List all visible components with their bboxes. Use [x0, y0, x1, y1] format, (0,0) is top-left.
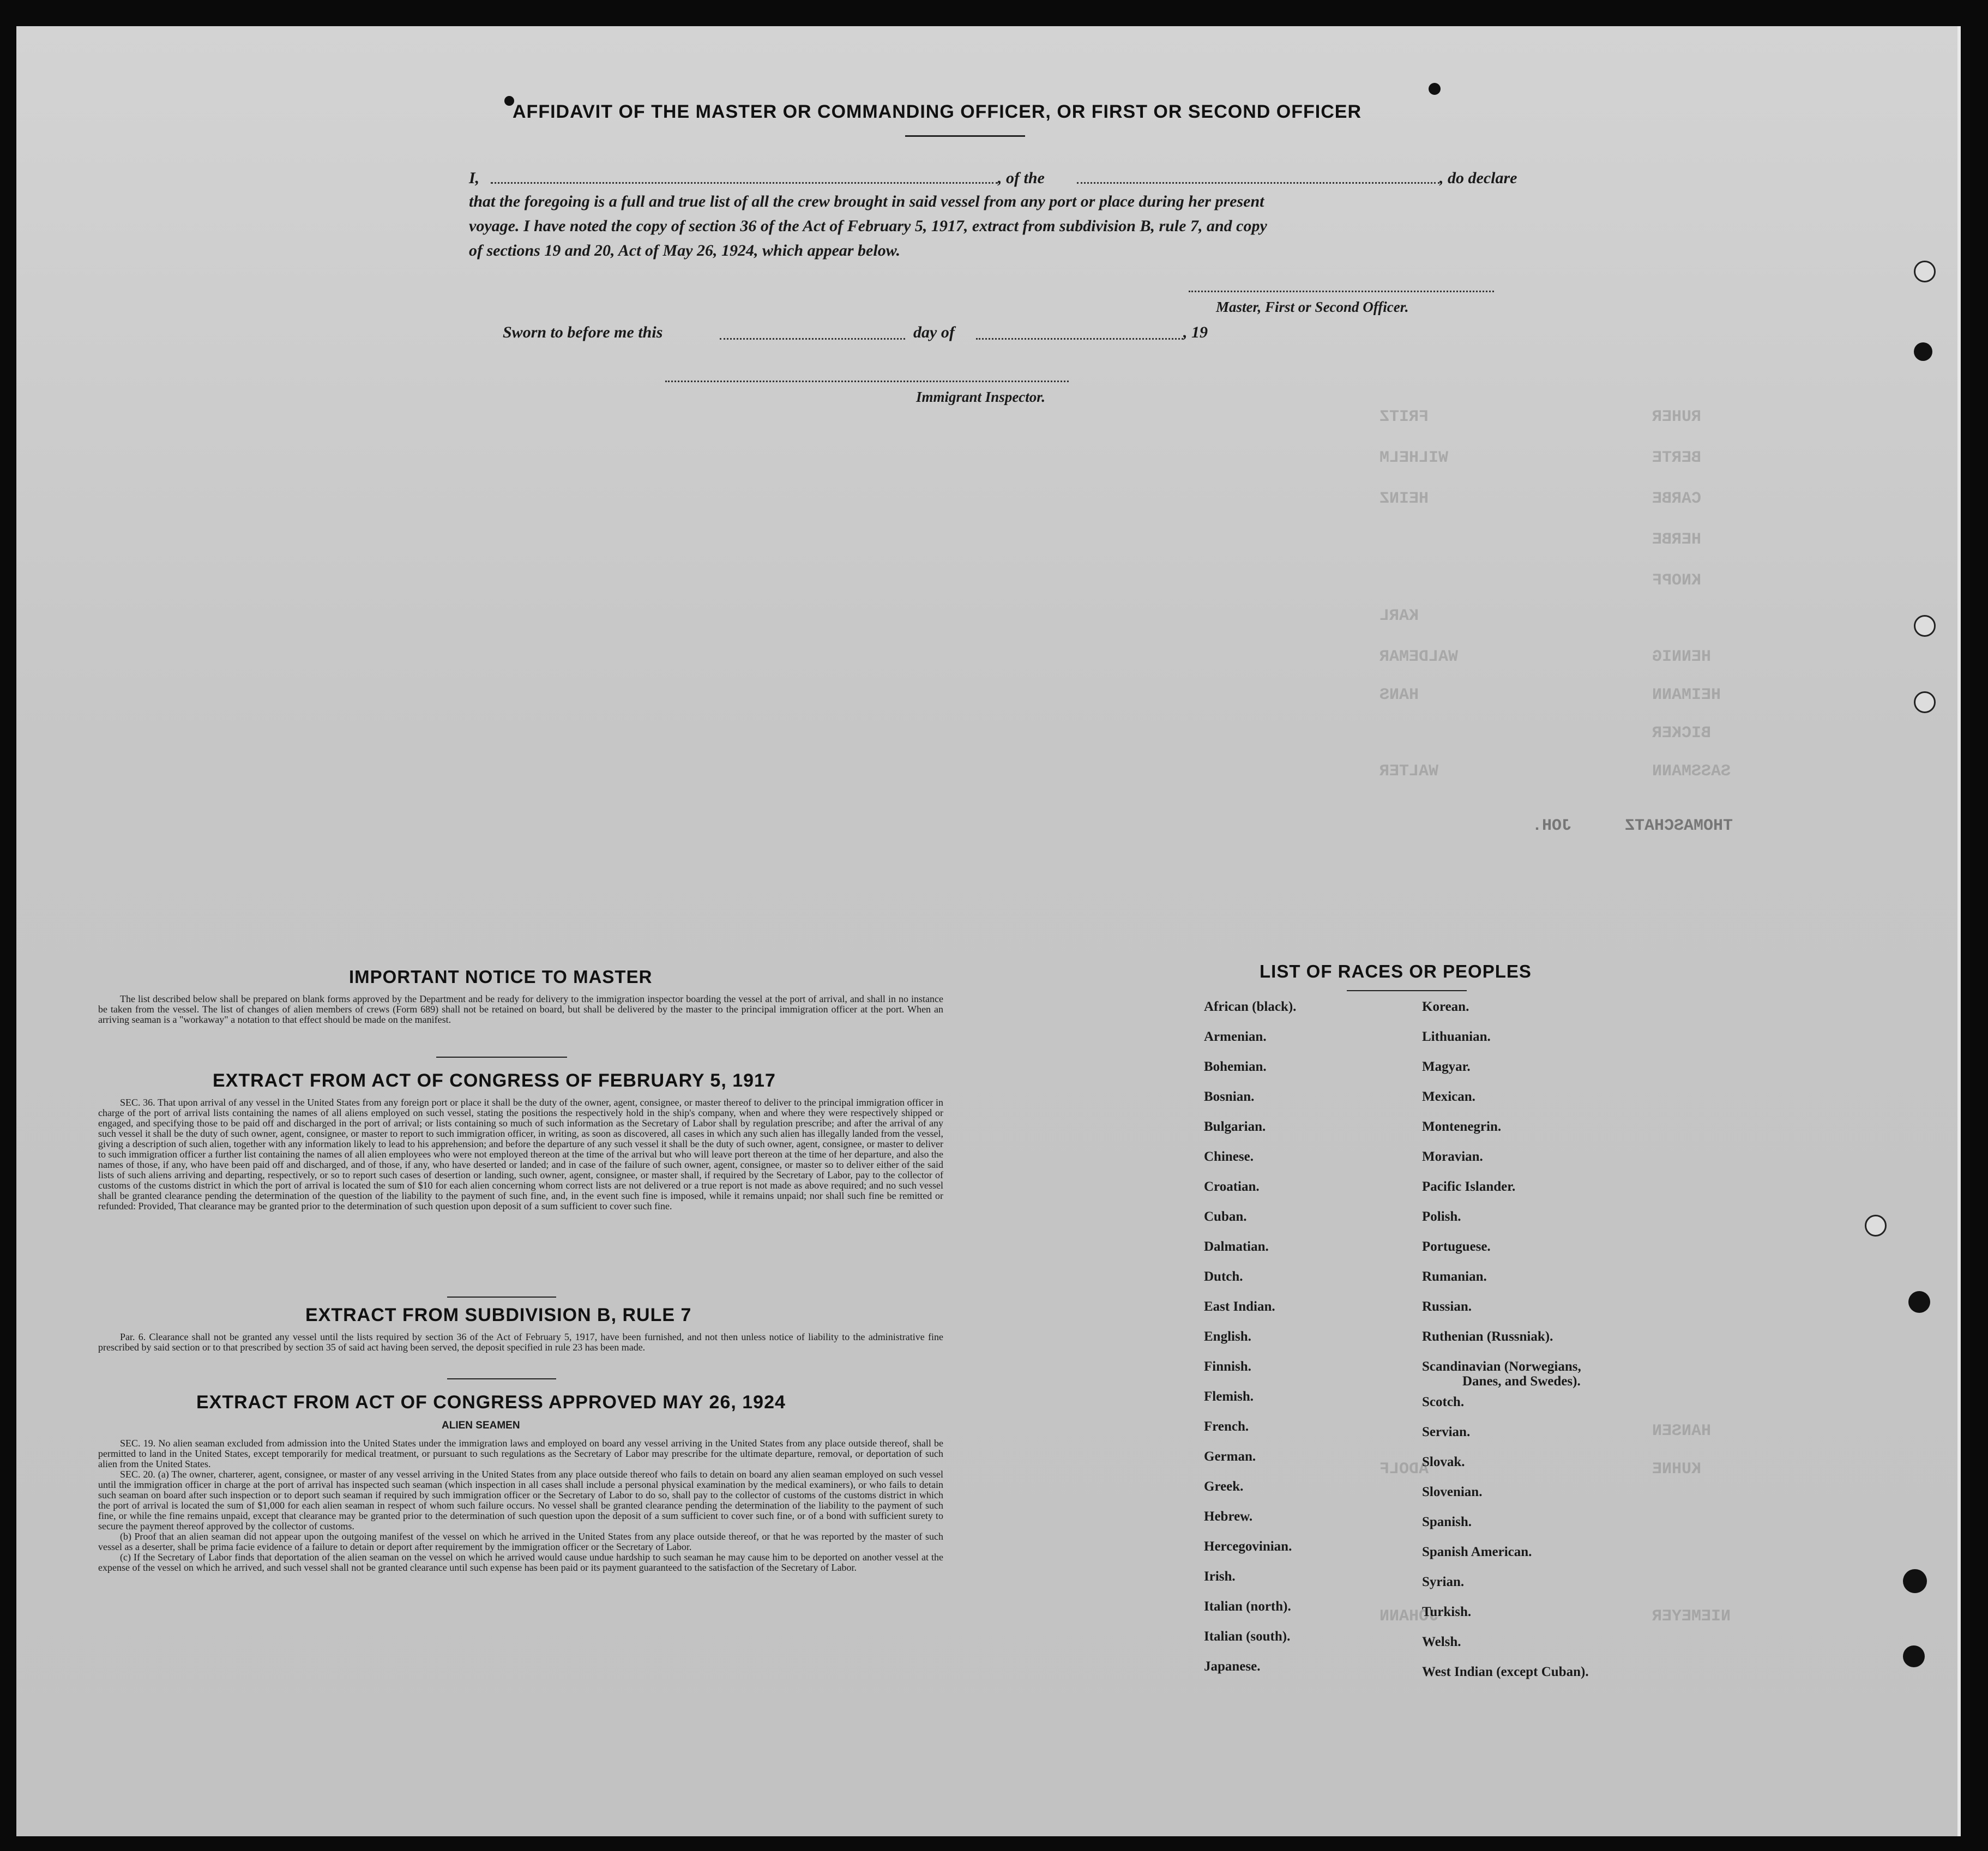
sworn-label: Sworn to before me this: [503, 323, 663, 341]
do-declare-label: , do declare: [1439, 169, 1517, 187]
bleed-given: WILHELM: [1379, 449, 1449, 467]
extract-1924-title: EXTRACT FROM ACT OF CONGRESS APPROVED MAY 26, 1924: [196, 1392, 786, 1413]
race-item: Finnish.: [1204, 1359, 1251, 1374]
race-item: Spanish.: [1422, 1515, 1472, 1529]
day-blank-line: [720, 338, 905, 340]
bleed-name: RUHER: [1652, 408, 1702, 426]
punch-hole-icon: [1914, 615, 1936, 637]
section-divider: [436, 1057, 567, 1058]
bleed-name: HERBE: [1652, 530, 1702, 549]
race-item: Spanish American.: [1422, 1545, 1532, 1559]
affidavit-line-2: that the foregoing is a full and true list of all the crew brought in said vessel from any port or place during her present: [469, 192, 1264, 210]
race-item: Moravian.: [1422, 1149, 1483, 1164]
punch-hole-icon: [1908, 1291, 1930, 1313]
bleed-name: NIEMEYER: [1652, 1607, 1731, 1626]
race-item: Flemish.: [1204, 1389, 1254, 1404]
bleed-name: HEIMANN: [1652, 686, 1721, 704]
race-item: Servian.: [1422, 1425, 1471, 1439]
race-item: Portuguese.: [1422, 1239, 1491, 1254]
sec20a-text: SEC. 20. (a) The owner, charterer, agent, consignee, or master of any vessel arriving in the United States from any place outside thereof who fails to detain on board any alien seaman employed on such vessel until the immigration officer in charge at the port of arrival has inspected such seaman (which inspection in all cases shall include a personal physical examination by the medical examiners), or who fails to detain such seaman on board after such inspection or to deport such seaman if required by such immigration officer or the Secretary of Labor to do so, shall pay to the collector of customs of the customs district in which the port of arrival is located the sum of $1,000 for each alien seaman in respect of whom such failure occurs. No vessel shall be granted clearance pending the determination of the liability to the payment of such fine, or while the fine remains unpaid, except that clearance may be granted prior to the determination of such question upon the deposit of a sum sufficient to cover such fine, or of a bond with sufficient surety to secure the payment thereof approved by the collector of customs.: [98, 1469, 943, 1532]
race-item: Greek.: [1204, 1479, 1244, 1494]
extract-1924-block: [98, 1438, 943, 1573]
bleed-name: BERTE: [1652, 449, 1702, 467]
race-item: Croatian.: [1204, 1179, 1260, 1194]
bleed-given: JOHANN: [1379, 1607, 1439, 1626]
race-item: Dalmatian.: [1204, 1239, 1269, 1254]
race-item: Slovak.: [1422, 1455, 1465, 1469]
bleed-name: SASSMANN: [1652, 762, 1731, 781]
race-item: Armenian.: [1204, 1029, 1267, 1044]
race-item: Russian.: [1422, 1299, 1472, 1314]
document-page: [16, 26, 1961, 1836]
section-divider: [447, 1378, 556, 1379]
ink-spot-icon: [504, 96, 514, 106]
races-underline: [1347, 990, 1467, 991]
affidavit-line-3: voyage. I have noted the copy of section 36 of the Act of February 5, 1917, extract from subdivision B, rule 7, and copy: [469, 217, 1267, 235]
race-item: Cuban.: [1204, 1209, 1247, 1224]
race-item: German.: [1204, 1449, 1256, 1464]
inspector-label: Immigrant Inspector.: [916, 389, 1046, 405]
race-item: Pacific Islander.: [1422, 1179, 1516, 1194]
alien-seamen-subtitle: ALIEN SEAMEN: [442, 1420, 520, 1431]
race-item: Bosnian.: [1204, 1089, 1255, 1104]
inspector-blank-line: [665, 381, 1069, 382]
race-item: Bohemian.: [1204, 1059, 1267, 1074]
rule7-text: Par. 6. Clearance shall not be granted any vessel until the lists required by section 36 of the Act of February 5, 1917, have been furnished, and not then unless notice of liability to the administrative fine prescribed by said section or to that prescribed by section 35 of said act having been served, the deposit specified in rule 23 has been made.: [98, 1331, 943, 1353]
race-item: Syrian.: [1422, 1575, 1465, 1589]
bleed-given: KARL: [1379, 607, 1419, 625]
notice-text-block: [98, 994, 943, 1025]
race-item: Korean.: [1422, 999, 1469, 1014]
race-item: Japanese.: [1204, 1659, 1261, 1674]
punch-hole-icon: [1914, 261, 1936, 282]
notice-title: IMPORTANT NOTICE TO MASTER: [349, 967, 653, 987]
bleed-name: KUHNE: [1652, 1460, 1702, 1479]
signature-blank-line: [1189, 291, 1494, 292]
race-item: Scandinavian (Norwegians,: [1422, 1359, 1581, 1374]
of-the-label: , of the: [998, 169, 1045, 187]
race-item: French.: [1204, 1419, 1249, 1434]
sec19-text: SEC. 19. No alien seaman excluded from admission into the United States under the immigration laws and employed on board any vessel arriving in the United States from any place outside thereof, shall be permitted to land in the United States, except temporarily for medical treatment, or pursuant to such regulations as the Secretary of Labor may prescribe for the ultimate departure, removal, or deportation of such alien from the United States.: [98, 1438, 943, 1469]
sec20c-text: (c) If the Secretary of Labor finds that deportation of the alien seaman on the vessel on which he arrived would cause undue hardship to such seaman he may cause him to be deported on another vessel at the expense of the vessel on which he arrived, and such vessel shall not be granted clearance until such expense has been paid or its payment guaranteed to the satisfaction of the Secretary of Labor.: [98, 1552, 943, 1573]
race-item: Montenegrin.: [1422, 1119, 1502, 1134]
race-item: Hercegovinian.: [1204, 1539, 1292, 1554]
race-item: Ruthenian (Russniak).: [1422, 1329, 1553, 1344]
affidavit-title: AFFIDAVIT OF THE MASTER OR COMMANDING OFFICER, OR FIRST OR SECOND OFFICER: [513, 101, 1362, 122]
race-item: Hebrew.: [1204, 1509, 1253, 1524]
sec20b-text: (b) Proof that an alien seaman did not appear upon the outgoing manifest of the vessel on which he arrived in the United States from any place outside thereof, or that he was reported by the master of such vessel as a deserter, shall be prima facie evidence of a failure to detain or deport after requirement by the immigration officer or the Secretary of Labor.: [98, 1531, 943, 1552]
section-divider: [447, 1297, 556, 1298]
race-item: Italian (north).: [1204, 1599, 1291, 1614]
rule7-title: EXTRACT FROM SUBDIVISION B, RULE 7: [305, 1305, 692, 1325]
year-label: , 19: [1183, 323, 1208, 341]
race-item: Welsh.: [1422, 1635, 1461, 1649]
race-item: Irish.: [1204, 1569, 1236, 1584]
bleed-name: HANSEN: [1652, 1422, 1712, 1440]
punch-hole-icon: [1914, 691, 1936, 713]
affidavit-i-label: I,: [469, 169, 480, 187]
punch-hole-icon: [1865, 1215, 1887, 1237]
bleed-name: CARBE: [1652, 490, 1702, 508]
race-item: Chinese.: [1204, 1149, 1254, 1164]
extract-1917-text: SEC. 36. That upon arrival of any vessel in the United States from any foreign port or place it shall be the duty of the owner, agent, consignee, or master thereof to deliver to the principal immigration officer in charge of the port of arrival lists containing the names of all aliens employed on such vessel, stating the positions the respectively hold in the ship's company, when and where they were respectively shipped or engaged, and specifying those to be paid off and discharged in the port of arrival; or lists containing so much of such information as the Secretary of Labor shall by regulation prescribe; and after the arrival of any such vessel it shall be the duty of such owner, agent, consignee, or master to report to such immigration officer, in writing, as soon as discovered, all cases in which any such alien has illegally landed from the vessel, giving a description of such alien, together with any information likely to lead to his apprehension; and before the departure of any such vessel it shall be the duty of such owner, agent, consignee, or master to deliver to such immigration officer a further list containing the names of all alien employees who were not employed thereon at the time of the arrival but who will leave port thereon at the time of her departure, and also the names of those, if any, who have been paid off and discharged, and of those, if any, who have deserted or landed; and in case of the failure of such owner, agent, consignee, or master so to deliver either of the said lists of such aliens arriving and departing, respectively, or so to report such cases of desertion or landing, such owner, agent, consignee, or master shall, if required by the Secretary of Labor, pay to the collector of customs of the customs district in which the port of arrival is located the sum of $10 for each alien concerning whom correct lists are not delivered or a true report is not made as above required; and no such vessel shall be granted clearance pending the determination of the question of the liability to the payment of such fine, and, in the event such fine is imposed, while it remains unpaid; nor shall such fine be remitted or refunded: Provided, That clearance may be granted prior to the determination of such question upon deposit of a sum sufficient to cover such fine.: [98, 1097, 943, 1211]
day-of-label: day of: [913, 323, 955, 341]
ink-spot-icon: [1429, 83, 1441, 95]
race-item: Mexican.: [1422, 1089, 1475, 1104]
race-item: Italian (south).: [1204, 1629, 1291, 1644]
bleed-given: JOH.: [1532, 817, 1572, 835]
bleed-given: ADOLF: [1379, 1460, 1429, 1479]
race-item: Danes, and Swedes).: [1462, 1374, 1581, 1389]
race-item: East Indian.: [1204, 1299, 1275, 1314]
bleed-given: WALDEMAR: [1379, 648, 1459, 666]
race-item: Slovenian.: [1422, 1485, 1483, 1499]
bleed-name: BICKER: [1652, 724, 1712, 743]
race-item: Scotch.: [1422, 1395, 1465, 1409]
bleed-name: HENNIG: [1652, 648, 1712, 666]
extract-1917-title: EXTRACT FROM ACT OF CONGRESS OF FEBRUARY 5, 1917: [213, 1070, 776, 1091]
title-underline: [905, 135, 1025, 137]
name-blank-line: [491, 182, 998, 184]
race-item: Turkish.: [1422, 1605, 1472, 1619]
bleed-given: FRITZ: [1379, 408, 1429, 426]
month-blank-line: [976, 338, 1183, 340]
master-officer-label: Master, First or Second Officer.: [1216, 299, 1409, 315]
race-item: Magyar.: [1422, 1059, 1471, 1074]
punch-hole-icon: [1903, 1645, 1925, 1667]
rule7-block: [98, 1332, 943, 1353]
punch-hole-icon: [1903, 1569, 1927, 1593]
race-item: West Indian (except Cuban).: [1422, 1665, 1589, 1679]
vessel-blank-line: [1077, 182, 1439, 184]
race-item: Polish.: [1422, 1209, 1461, 1224]
affidavit-line-4: of sections 19 and 20, Act of May 26, 1924, which appear below.: [469, 242, 901, 260]
bleed-given: HANS: [1379, 686, 1419, 704]
bleed-given: HEINZ: [1379, 490, 1429, 508]
race-item: African (black).: [1204, 999, 1297, 1014]
race-item: Dutch.: [1204, 1269, 1243, 1284]
race-item: Bulgarian.: [1204, 1119, 1266, 1134]
bleed-name: THOMASCHATZ: [1625, 817, 1733, 835]
race-item: Lithuanian.: [1422, 1029, 1491, 1044]
notice-text: The list described below shall be prepared on blank forms approved by the Department and be ready for delivery to the immigration inspector boarding the vessel at the port of arrival, and shall in no instance be taken from the vessel. The list of changes of alien members of crews (Form 689) shall not be retained on board, but shall be delivered by the master to the principal immigration officer at the port. When an arriving seaman is a "workaway" a notation to that effect should be made on the manifest.: [98, 993, 943, 1025]
extract-1917-block: [98, 1098, 943, 1211]
bleed-name: KNOPF: [1652, 571, 1702, 590]
race-item: English.: [1204, 1329, 1251, 1344]
race-item: Rumanian.: [1422, 1269, 1487, 1284]
races-title: LIST OF RACES OR PEOPLES: [1260, 961, 1532, 981]
punch-hole-icon: [1914, 342, 1932, 361]
bleed-given: WALTER: [1379, 762, 1439, 781]
